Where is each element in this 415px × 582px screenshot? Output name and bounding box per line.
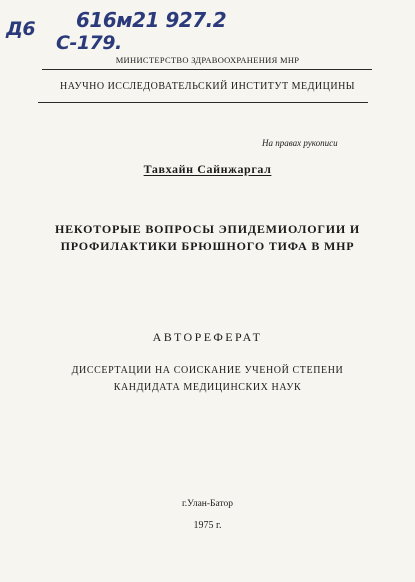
dissertation-line-1: ДИССЕРТАЦИИ НА СОИСКАНИЕ УЧЕНОЙ СТЕПЕНИ — [71, 365, 344, 376]
dissertation-line-2: КАНДИДАТА МЕДИЦИНСКИХ НАУК — [113, 382, 302, 393]
handwritten-catalog-number: 616м21 927.2 — [76, 8, 227, 32]
author-name: Тавхайн Сайнжаргал — [143, 162, 272, 176]
document-title-line-1: НЕКОТОРЫЕ ВОПРОСЫ ЭПИДЕМИОЛОГИИ И — [54, 222, 360, 236]
header-rule-bottom — [38, 102, 368, 103]
publication-year: 1975 г. — [193, 520, 222, 531]
rights-note: На правах рукописи — [262, 138, 338, 148]
publication-place: г.Улан-Батор — [181, 499, 233, 509]
handwritten-shelf-mark: С-179. — [56, 32, 122, 54]
document-title-line-2: ПРОФИЛАКТИКИ БРЮШНОГО ТИФА В МНР — [60, 239, 355, 253]
header-rule-top — [42, 69, 372, 70]
handwritten-catalog-code: Д6 — [6, 18, 36, 40]
document-type: АВТОРЕФЕРАТ — [152, 330, 263, 344]
ministry-heading: МИНИСТЕРСТВО ЗДРАВООХРАНЕНИЯ МНР — [115, 55, 300, 65]
institute-heading: НАУЧНО ИССЛЕДОВАТЕЛЬСКИЙ ИНСТИТУТ МЕДИЦИНЫ — [59, 81, 356, 92]
